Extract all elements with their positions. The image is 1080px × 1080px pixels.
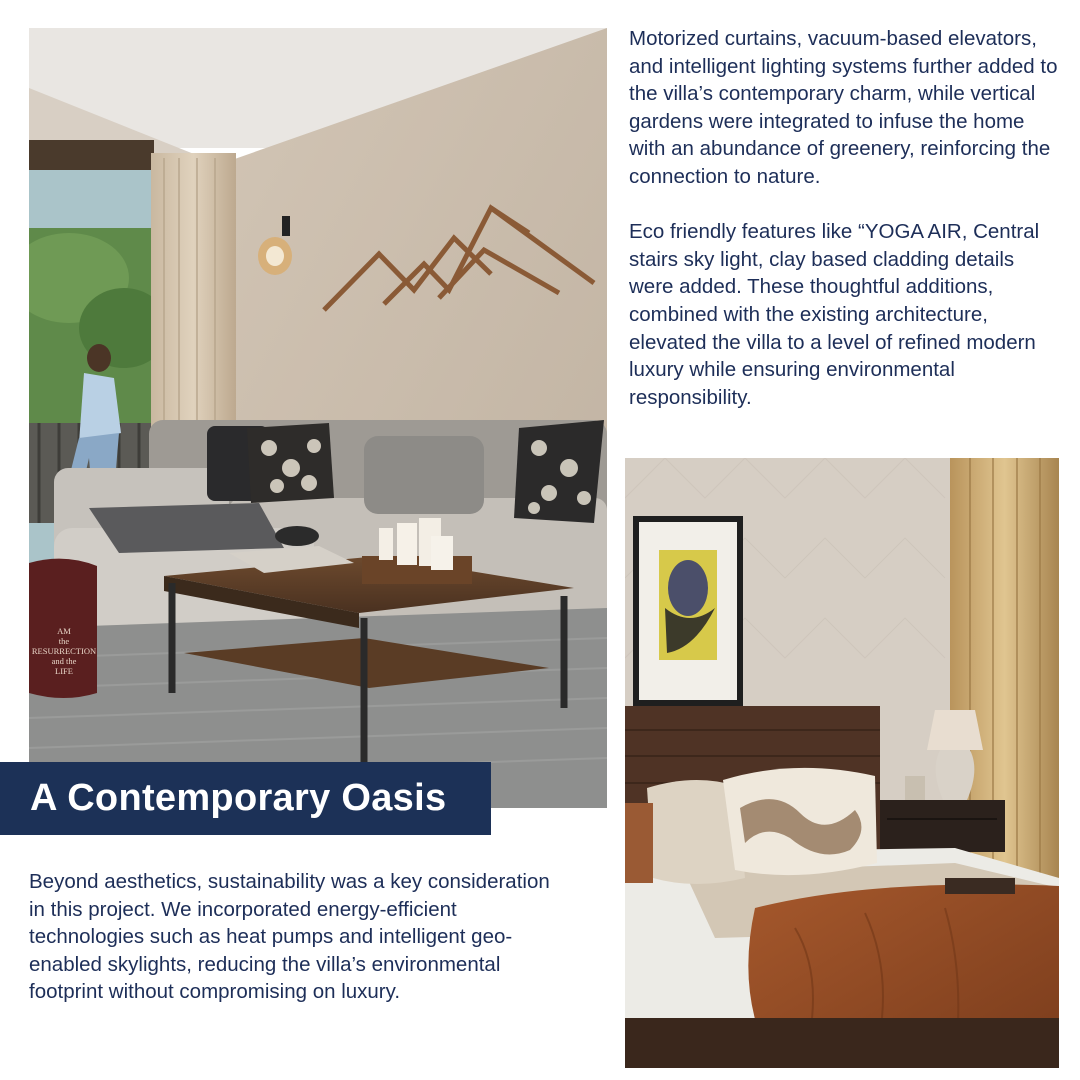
ottoman-print-line: and the xyxy=(51,656,77,666)
paragraph-smart-features: Motorized curtains, vacuum-based elevators, and intelligent lighting systems further added to the villa’s contemporary charm, while vertical gardens were integrated to infuse the home with an abundance of greenery, reinforcing the connection to nature. xyxy=(629,27,1058,188)
ottoman-print-line: AM xyxy=(57,626,71,636)
title-banner xyxy=(0,762,491,835)
paragraph-sustainability: Beyond aesthetics, sustainability was a key consideration in this project. We incorporated energy-efficient technologies such as heat pumps and intelligent geo-enabled skylights, reducing the villa’s environmental footprint without compromising on luxury. xyxy=(29,870,550,1004)
ottoman-print-line: LIFE xyxy=(55,666,73,676)
bottom-text-block xyxy=(29,868,569,1006)
living-room-photo xyxy=(29,28,607,808)
ottoman-print-line: the xyxy=(58,636,70,646)
paragraph-eco-features: Eco friendly features like “YOGA AIR, Central stairs sky light, clay based cladding details were added. These thoughtful additions, combined with the existing architecture, elevated the villa to a level of refined modern luxury while ensuring environmental responsibility. xyxy=(629,220,1040,409)
ottoman-print-line: RESURRECTION xyxy=(31,646,97,656)
page-title: A Contemporary Oasis xyxy=(30,777,447,819)
ottoman-print xyxy=(31,626,97,676)
bedroom-photo xyxy=(625,458,1059,1068)
top-text-block xyxy=(629,25,1059,411)
